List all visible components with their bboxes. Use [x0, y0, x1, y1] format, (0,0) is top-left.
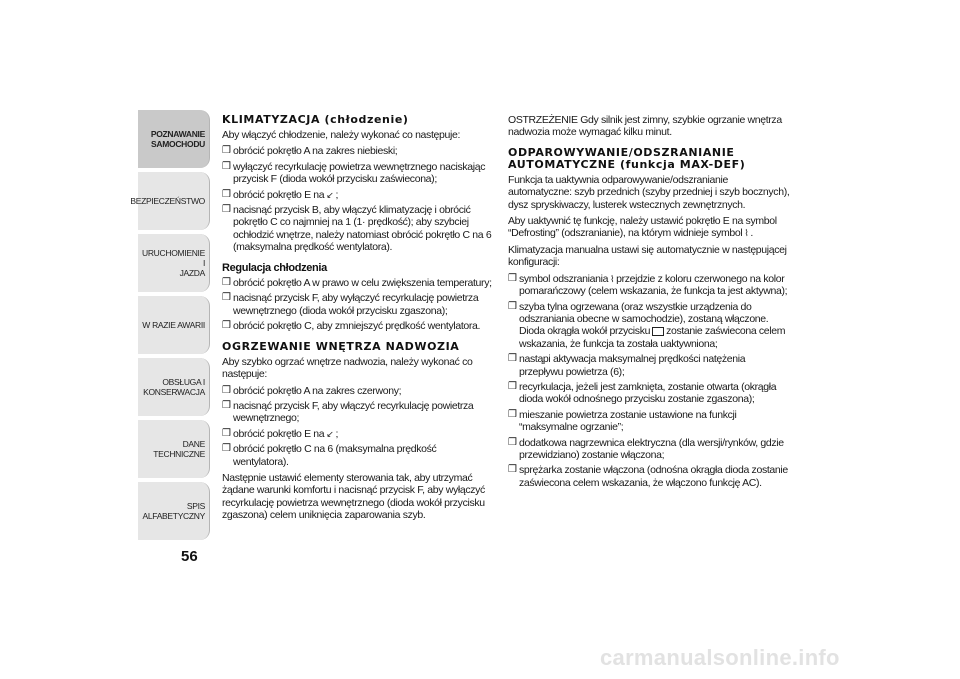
bullet-icon: ❒: [222, 443, 231, 455]
bullet-icon: ❒: [222, 188, 231, 200]
bullet-icon: ❒: [222, 145, 231, 157]
bullet-icon: ❒: [508, 464, 517, 476]
tab-spis-alfabetyczny[interactable]: SPIS ALFABETYCZNY: [138, 482, 210, 540]
feet-vent-icon: ↙: [326, 428, 334, 439]
bullet-icon: ❒: [222, 384, 231, 396]
list-item: ❒ obrócić pokrętło C, aby zmniejszyć prędkość wentylatora.: [222, 320, 481, 333]
paragraph: Aby uaktywnić tę funkcję, należy ustawić pokrętło E na symbol “Defrosting” (odszranianie), na którym widnieje symbol ⌇ .: [508, 215, 777, 240]
list-item: ❒ obrócić pokrętło A w prawo w celu zwiększenia temperatury;: [222, 277, 492, 290]
list-item: ❒ nacisnąć przycisk F, aby wyłączyć recyrkulację powietrza wewnętrznego (dioda wokół przycisku zgaszona);: [222, 292, 479, 317]
tab-uruchomienie-i-jazda[interactable]: URUCHOMIENIE I JAZDA: [138, 234, 210, 292]
list-item: ❒ nacisnąć przycisk F, aby włączyć recyrkulację powietrza wewnętrznego;: [222, 399, 474, 425]
tab-dane-techniczne[interactable]: DANE TECHNICZNE: [138, 420, 210, 478]
bullet-icon: ❒: [508, 272, 517, 284]
bullet-icon: ❒: [508, 353, 517, 365]
section-title-ogrzewanie: OGRZEWANIE WNĘTRZA NADWOZIA: [222, 339, 460, 353]
bullet-icon: ❒: [222, 292, 231, 304]
bullet-icon: ❒: [508, 300, 517, 312]
subsection-title-regulacja: Regulacja chłodzenia: [222, 261, 327, 274]
windscreen-defrost-icon: ⌇: [610, 273, 615, 284]
config-list: [508, 273, 790, 490]
bullet-icon: ❒: [508, 380, 517, 392]
list-item: ❒ nacisnąć przycisk B, aby włączyć klimatyzację i obrócić pokrętło C co najmniej na 1 (1· prędkość); aby szybciej ochłodzić wnętrze, należy natomiast obrócić pokrętło C na 6 (maksymalna prędkość wentylatora).: [222, 204, 492, 254]
tab-obsluga-i-konserwacja[interactable]: OBSŁUGA I KONSERWACJA: [138, 358, 210, 416]
list-item: ❒ obrócić pokrętło C na 6 (maksymalna prędkość wentylatora).: [222, 443, 437, 468]
bullet-icon: ❒: [222, 277, 231, 289]
feet-vent-icon: ↙: [326, 189, 334, 200]
list-item: ❒ obrócić pokrętło A na zakres czerwony;: [222, 384, 402, 397]
bullet-icon: ❒: [222, 399, 231, 411]
bullet-icon: ❒: [222, 160, 231, 172]
bullet-icon: ❒: [222, 204, 231, 216]
warning-note: OSTRZEŻENIE Gdy silnik jest zimny, szybkie ogrzanie wnętrza nadwozia może wymagać kilku minut.: [508, 114, 782, 139]
windscreen-defrost-icon: ⌇: [744, 228, 749, 239]
bullet-icon: ❒: [508, 408, 517, 420]
list-item: ❒ wyłączyć recyrkulację powietrza wewnętrznego naciskając przycisk F (dioda wokół przycisku zaświecona);: [222, 160, 486, 186]
list-item: ❒ obrócić pokrętło A na zakres niebieski;: [222, 145, 398, 158]
paragraph: Aby włączyć chłodzenie, należy wykonać co następuje:: [222, 129, 461, 141]
right-column: [508, 114, 790, 493]
bullet-icon: ❒: [222, 427, 231, 439]
step-list: [222, 385, 494, 468]
section-title-max-def: ODPAROWYWANIE/ODSZRANIANIE AUTOMATYCZNE (funkcja MAX-DEF): [508, 145, 746, 171]
list-item: ❒ symbol odszraniania ⌇ przejdzie z koloru czerwonego na kolor pomarańczowy (celem wskazania, że funkcja ta jest aktywna);: [508, 272, 788, 298]
watermark: carmanualsonline.info: [600, 645, 840, 670]
chapter-tabs: [130, 110, 210, 544]
list-item: ❒ szyba tylna ogrzewana (oraz wszystkie urządzenia do odszraniania obecne w samochodzie), zostaną włączone. Dioda okrągła wokół przycisku zostanie zaświecona celem wskazania, że funkcja ta została uaktywniona;: [508, 300, 786, 350]
left-column: [222, 114, 494, 526]
list-item: ❒ mieszanie powietrza zostanie ustawione na funkcji “maksymalne ogrzanie”;: [508, 408, 737, 434]
tab-poznawanie-samochodu[interactable]: POZNAWANIE SAMOCHODU: [138, 110, 210, 168]
list-item: ❒ sprężarka zostanie włączona (odnośna okrągła dioda zostanie zaświecona celem wskazania, że włączono funkcję AC).: [508, 464, 788, 489]
list-item: ❒ dodatkowa nagrzewnica elektryczna (dla wersji/rynków, gdzie przewidziano) zostanie włączona;: [508, 436, 784, 461]
step-list: [222, 145, 494, 253]
page-number: 56: [181, 548, 198, 565]
step-list: [222, 277, 494, 333]
list-item: ❒ recyrkulacja, jeżeli jest zamknięta, zostanie otwarta (okrągła dioda wokół odnośnego przycisku zostanie zgaszona);: [508, 380, 777, 406]
bullet-icon: ❒: [222, 320, 231, 332]
paragraph: Aby szybko ogrzać wnętrze nadwozia, należy wykonać co następuje:: [222, 355, 473, 381]
rear-defrost-icon: [652, 327, 664, 336]
list-item: ❒ obrócić pokrętło E na ↙ ;: [222, 427, 339, 440]
list-item: ❒ nastąpi aktywacja maksymalnej prędkości natężenia przepływu powietrza (6);: [508, 353, 746, 378]
tab-w-razie-awarii[interactable]: W RAZIE AWARII: [138, 296, 210, 354]
tab-bezpieczenstwo[interactable]: BEZPIECZEŃSTWO: [138, 172, 210, 230]
paragraph: Klimatyzacja manualna ustawi się automatycznie w następującej konfiguracji:: [508, 243, 787, 269]
list-item: ❒ obrócić pokrętło E na ↙ ;: [222, 188, 339, 201]
paragraph: Funkcja ta uaktywnia odparowywanie/odszranianie automatyczne: szyb przednich (szyby przedniej i szyb bocznych), dysz spryskiwaczy, lusterek wstecznych zewnętrznych.: [508, 173, 790, 211]
section-title-klimatyzacja: KLIMATYZACJA (chłodzenie): [222, 113, 409, 126]
bullet-icon: ❒: [508, 436, 517, 448]
paragraph: Następnie ustawić elementy sterowania tak, aby utrzymać żądane warunki komfortu i nacisnąć przycisk F, aby wyłączyć recyrkulację powietrza wewnętrznego (dioda wokół przycisku zgaszona) celem uniknięcia zaparowania szyb.: [222, 471, 485, 522]
